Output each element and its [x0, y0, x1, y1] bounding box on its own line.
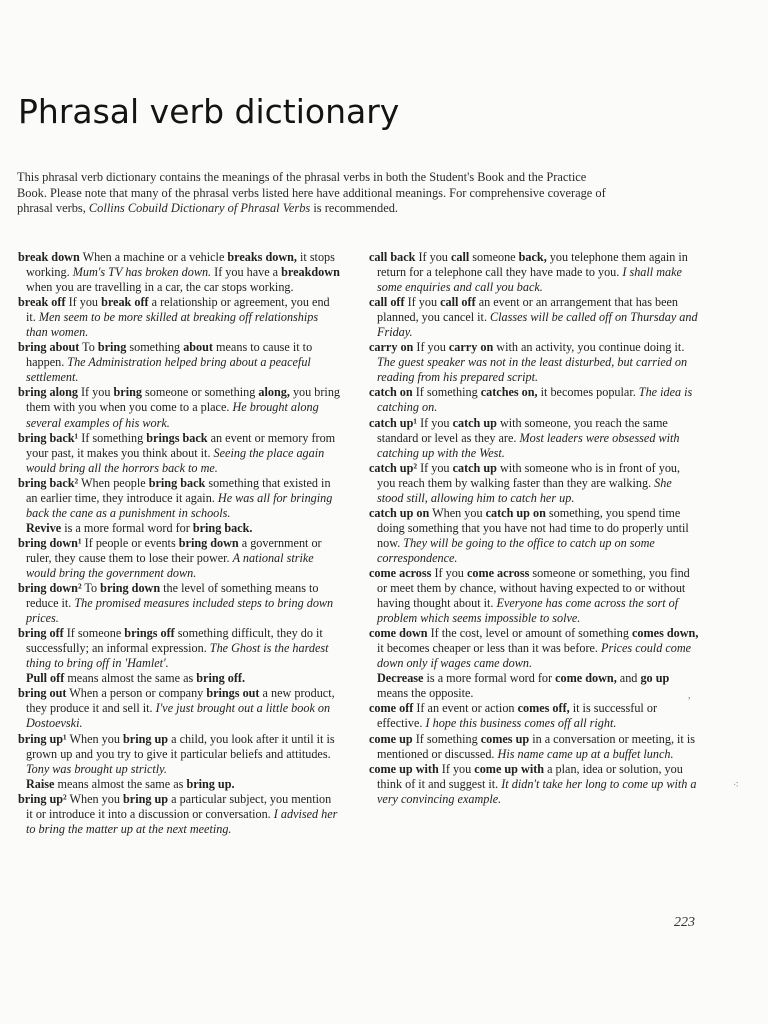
definition-text: when you are travelling in a car, the car stops working. — [26, 280, 294, 295]
headword-text: come down — [369, 626, 428, 641]
headword-text: catch up on — [369, 505, 430, 520]
headword-text: bring back. — [192, 520, 253, 535]
definition-text: something — [126, 340, 184, 355]
dictionary-entry — [369, 416, 699, 461]
headword-text: brings out — [206, 686, 260, 701]
definition-text: with someone who is in front of you, you reach them by walking faster than they are walking. — [377, 460, 681, 490]
definition-text: To — [81, 581, 101, 596]
entry-note — [18, 521, 340, 536]
example-text: His name came up at a buffet lunch. — [497, 746, 674, 761]
example-text: He brought along several examples of his work. — [26, 400, 319, 430]
headword-text: breaks down, — [227, 250, 297, 264]
dictionary-entry — [18, 476, 340, 521]
headword-text: bring back¹ — [18, 430, 79, 445]
definition-text: someone — [469, 250, 519, 264]
headword-text: bring off. — [196, 671, 246, 686]
definition-text: in a conversation or meeting, it is mentioned or discussed. — [377, 731, 695, 761]
definition-text: When you — [429, 505, 486, 520]
example-text: Classes will be called off on Thursday and Friday. — [377, 310, 698, 340]
headword-text: bring out — [18, 686, 67, 701]
dictionary-entry — [369, 732, 699, 762]
headword-text: come across — [369, 565, 432, 580]
definition-text: If people or events — [81, 535, 179, 550]
dictionary-entry — [18, 732, 340, 777]
dictionary-entry — [18, 536, 340, 581]
example-text: Prices could come down only if wages came down. — [377, 641, 692, 671]
definition-text: If you — [77, 385, 114, 400]
entry-note — [18, 671, 340, 686]
dictionary-entry — [18, 792, 340, 837]
dictionary-entry — [18, 385, 340, 430]
entry-note — [18, 777, 340, 792]
headword-text: Decrease — [377, 671, 424, 686]
example-text: Collins Cobuild Dictionary of Phrasal Verbs — [88, 201, 311, 216]
headword-text: carry on — [448, 340, 494, 355]
headword-text: comes up — [480, 731, 530, 746]
example-text: I've just brought out a little book on Dostoevski. — [26, 701, 331, 731]
headword-text: catch on — [369, 385, 413, 400]
definition-text: means almost the same as — [64, 671, 197, 686]
example-text: The promised measures included steps to bring down prices. — [26, 596, 334, 626]
headword-text: bring down — [178, 535, 239, 550]
definition-text: When you — [66, 791, 124, 806]
headword-text: bring about — [18, 340, 80, 355]
definition-text: When you — [66, 731, 124, 746]
left-column — [18, 250, 340, 837]
headword-text: bring off — [18, 626, 64, 641]
headword-text: back, — [518, 250, 547, 264]
headword-text: catch up² — [369, 460, 418, 475]
dictionary-entry — [18, 295, 340, 340]
dictionary-entry — [369, 701, 699, 731]
definition-text: something, you spend time doing something that you have not had time to do properly until now. — [377, 505, 689, 550]
headword-text: bring down¹ — [18, 535, 82, 550]
dictionary-entry — [369, 762, 699, 807]
dictionary-entry — [18, 581, 340, 626]
scan-speck-icon: , — [688, 690, 691, 701]
definition-text: the level of something means to reduce it. — [26, 581, 319, 611]
dictionary-entry — [18, 431, 340, 476]
definition-text: If you — [438, 761, 475, 776]
definition-text: someone or something — [141, 385, 259, 400]
example-text: Most leaders were obsessed with catching up with the West. — [377, 430, 680, 460]
example-text: Everyone has come across the sort of problem which seems impossible to solve. — [377, 596, 679, 626]
definition-text: with someone, you reach the same standard or level as they are. — [377, 415, 668, 445]
headword-text: call off — [369, 295, 405, 310]
definition-text: it becomes popular. — [537, 385, 639, 400]
headword-text: Revive — [26, 520, 62, 535]
example-text: The idea is catching on. — [377, 385, 693, 415]
headword-text: come off — [369, 701, 414, 716]
example-text: The Administration helped bring about a peaceful settlement. — [26, 355, 311, 385]
headword-text: comes down, — [632, 626, 699, 641]
dictionary-entry — [369, 626, 699, 671]
definition-text: a child, you look after it until it is grown up and you try to give it particular beliefs and attitudes. — [26, 731, 335, 761]
definition-text: a particular subject, you mention it or introduce it into a discussion or conversation. — [26, 791, 332, 821]
headword-text: carry on — [369, 340, 414, 355]
intro-paragraph — [17, 170, 617, 217]
dictionary-entry — [18, 686, 340, 731]
definition-text: you bring them with you when you come to a place. — [26, 385, 341, 415]
headword-text: bring — [113, 385, 142, 400]
definition-text: If an event or action — [413, 701, 518, 716]
headword-text: break off — [101, 295, 149, 310]
headword-text: bring — [97, 340, 127, 355]
example-text: Men seem to be more skilled at breaking off relationships than women. — [26, 310, 319, 340]
headword-text: catch up on — [485, 505, 546, 520]
entry-note — [369, 671, 699, 701]
example-text: Seeing the place again would bring all the horrors back to me. — [26, 445, 325, 475]
dictionary-entry — [18, 626, 340, 671]
headword-text: bring along — [18, 385, 78, 400]
definition-text: a plan, idea or solution, you think of it and suggest it. — [377, 761, 683, 791]
dictionary-entry — [369, 566, 699, 626]
definition-text: you telephone them again in return for a telephone call they have made to you. — [377, 250, 688, 280]
headword-text: comes off, — [517, 701, 570, 716]
right-column — [369, 250, 699, 807]
headword-text: brings back — [146, 430, 208, 445]
headword-text: come up with — [474, 761, 545, 776]
headword-text: bring up — [123, 791, 169, 806]
definition-text: it is successful or effective. — [377, 701, 658, 731]
example-text: The Ghost is the hardest thing to bring off in 'Hamlet'. — [26, 641, 329, 671]
headword-text: bring up² — [18, 791, 67, 806]
headword-text: bring up — [123, 731, 169, 746]
dictionary-entry — [18, 250, 340, 295]
definition-text: If you — [431, 565, 467, 580]
definition-text: If something — [412, 731, 481, 746]
dictionary-entry — [369, 340, 699, 385]
headword-text: catch up — [452, 460, 497, 475]
headword-text: bring down — [100, 581, 161, 596]
headword-text: bring up¹ — [18, 731, 67, 746]
definition-text: means to cause it to happen. — [26, 340, 313, 370]
definition-text: If you have a — [211, 265, 282, 280]
definition-text: a relationship or agreement, you end it. — [26, 295, 330, 325]
definition-text: If someone — [63, 626, 125, 641]
headword-text: break down — [18, 250, 80, 264]
definition-text: When people — [78, 475, 149, 490]
headword-text: come down, — [555, 671, 617, 686]
example-text: They will be going to the office to catch up on some correspondence. — [377, 535, 655, 565]
headword-text: catches on, — [480, 385, 538, 400]
headword-text: brings off — [124, 626, 175, 641]
dictionary-entry — [369, 250, 699, 295]
headword-text: come up with — [369, 761, 439, 776]
definition-text: an event or memory from your past, it makes you think about it. — [26, 430, 336, 460]
page-title: Phrasal verb dictionary — [18, 92, 400, 131]
definition-text: If something — [78, 430, 147, 445]
headword-text: Raise — [26, 776, 55, 791]
headword-text: catch up — [452, 415, 497, 430]
definition-text: If you — [415, 250, 451, 264]
headword-text: call — [450, 250, 470, 264]
headword-text: breakdown — [281, 265, 340, 280]
definition-text: means almost the same as — [54, 776, 187, 791]
definition-text: an event or an arrangement that has been planned, you cancel it. — [377, 295, 678, 325]
definition-text: If you — [413, 340, 449, 355]
example-text: A national strike would bring the government down. — [26, 550, 314, 580]
definition-text: means the opposite. — [377, 686, 474, 701]
definition-text: is recommended. — [310, 201, 398, 216]
headword-text: bring back² — [18, 475, 79, 490]
dictionary-entry — [369, 506, 699, 566]
example-text: I shall make some enquiries and call you back. — [377, 265, 682, 295]
dictionary-entry — [369, 385, 699, 415]
definition-text: When a person or company — [66, 686, 207, 701]
headword-text: break off — [18, 295, 66, 310]
definition-text: If you — [417, 415, 453, 430]
headword-text: come up — [369, 731, 413, 746]
example-text: It didn't take her long to come up with a very convincing example. — [377, 776, 697, 806]
headword-text: go up — [640, 671, 670, 686]
dictionary-entry — [369, 295, 699, 340]
example-text: She stood still, allowing him to catch her up. — [377, 475, 672, 505]
headword-text: call off — [440, 295, 476, 310]
headword-text: call back — [369, 250, 416, 264]
definition-text: If something — [412, 385, 481, 400]
definition-text: This phrasal verb dictionary contains the meanings of the phrasal verbs in both the Student's Book and the Practice Book. Please note that many of the phrasal verbs listed here have additional meanings. For comprehensive coverage of phrasal verbs, — [17, 170, 606, 216]
headword-text: bring back — [148, 475, 206, 490]
example-text: The guest speaker was not in the least disturbed, but carried on reading from his prepared script. — [377, 355, 688, 385]
example-text: I advised her to bring the matter up at the next meeting. — [26, 806, 338, 836]
definition-text: a government or ruler, they cause them to lose their power. — [26, 535, 322, 565]
example-text: Mum's TV has broken down. — [72, 265, 212, 280]
definition-text: When a machine or a vehicle — [79, 250, 228, 264]
dictionary-entry — [18, 340, 340, 385]
page-number: 223 — [674, 915, 695, 930]
headword-text: along, — [258, 385, 290, 400]
definition-text: If you — [65, 295, 102, 310]
headword-text: come across — [466, 565, 530, 580]
definition-text: To — [79, 340, 98, 355]
definition-text: If you — [417, 460, 453, 475]
headword-text: bring down² — [18, 581, 82, 596]
definition-text: is a more formal word for — [423, 671, 556, 686]
definition-text: it stops working. — [26, 250, 335, 280]
definition-text: with an activity, you continue doing it. — [493, 340, 685, 355]
definition-text: If you — [404, 295, 441, 310]
headword-text: catch up¹ — [369, 415, 418, 430]
definition-text: something that existed in an earlier time, they introduce it again. — [26, 475, 331, 505]
definition-text: a new product, they produce it and sell it. — [26, 686, 335, 716]
headword-text: Pull off — [26, 671, 65, 686]
example-text: He was all for bringing back the cane as a punishment in schools. — [26, 490, 333, 520]
headword-text: bring up. — [186, 776, 235, 791]
definition-text: someone or something, you find or meet them by chance, without having expected to or without having thought about it. — [377, 565, 690, 611]
dictionary-entry — [369, 461, 699, 506]
definition-text: it becomes cheaper or less than it was before. — [377, 641, 602, 656]
example-text: Tony was brought up strictly. — [26, 761, 167, 776]
headword-text: about — [183, 340, 213, 355]
example-text: I hope this business comes off all right. — [425, 716, 617, 731]
definition-text: If the cost, level or amount of something — [427, 626, 633, 641]
definition-text: is a more formal word for — [61, 520, 193, 535]
definition-text: something difficult, they do it successfully; an informal expression. — [26, 626, 323, 656]
scan-speck-icon: ⁖ — [733, 780, 739, 791]
definition-text: and — [616, 671, 641, 686]
